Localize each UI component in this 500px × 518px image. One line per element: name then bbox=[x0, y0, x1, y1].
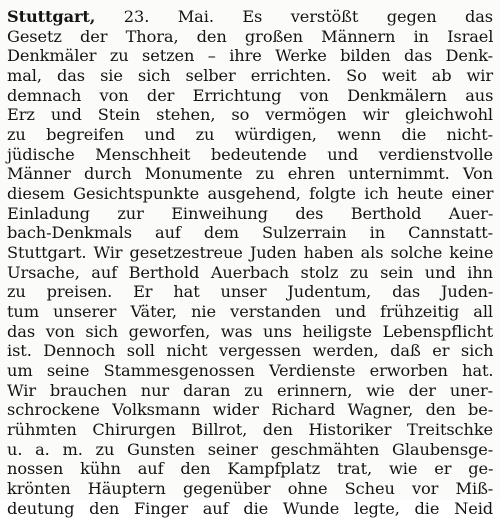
article-line-13: Stuttgart. Wir gesetzestreue Juden haben als solche keine bbox=[7, 243, 494, 263]
article-line-20: Wir brauchen nur daran zu erinnern, wie der uner- bbox=[7, 380, 493, 400]
article-line-6: Erz und Stein stehen, so vermögen wir gleichwohl bbox=[7, 105, 494, 125]
article-line-24: nossen kühn auf den Kampfplatz trat, wie er ge- bbox=[7, 459, 494, 479]
article-line-23: u. a. m. zu Gunsten seiner geschmähten Glaubensge- bbox=[7, 439, 494, 459]
article-line-22: rühmten Chirurgen Billrot, den Historiker Treitschke bbox=[7, 420, 494, 440]
article-line-1 bbox=[7, 7, 493, 27]
article-line-9: Männer durch Monumente zu ehren unternimmt. Von bbox=[7, 164, 493, 184]
article-body bbox=[7, 7, 493, 518]
article-line-11: Einladung zur Einweihung des Berthold Auer- bbox=[7, 203, 494, 223]
article-line-21: schrockene Volksmann wider Richard Wagner, den be- bbox=[7, 400, 494, 420]
article-line-19: um seine Stammesgenossen Verdienste erworben hat. bbox=[7, 361, 494, 381]
article-line-7: zu begreifen und zu würdigen, wenn die nicht- bbox=[7, 125, 494, 145]
article-line-4: mal, das sie sich selber errichten. So weit ab wir bbox=[7, 66, 493, 86]
article-line-2: Gesetz der Thora, den großen Männern in Israel bbox=[7, 26, 494, 46]
article-line-17: das von sich geworfen, was uns heiligste Lebenspflicht bbox=[7, 321, 493, 341]
article-line-18: ist. Dennoch soll nicht vergessen werden, daß er sich bbox=[7, 341, 494, 361]
dateline-place: Stuttgart, bbox=[7, 7, 96, 26]
article-line-26: deutung den Finger auf die Wunde legte, die Neid bbox=[7, 498, 494, 518]
article-line-25: krönten Häuptern gegenüber ohne Scheu vor Miß- bbox=[7, 479, 494, 499]
article-line-8: jüdische Menschheit bedeutende und verdienstvolle bbox=[7, 144, 493, 164]
article-line-12: bach-Denkmals auf dem Sulzerrain in Cannstatt- bbox=[7, 223, 493, 243]
article-line-14: Ursache, auf Berthold Auerbach stolz zu sein und ihn bbox=[7, 262, 493, 282]
article-line-5: demnach von der Errichtung von Denkmälern aus bbox=[7, 85, 494, 105]
dateline-rest: 23. Mai. Es verstößt gegen das bbox=[95, 7, 493, 26]
article-line-3: Denkmäler zu setzen – ihre Werke bilden das Denk- bbox=[7, 46, 493, 66]
article-line-15: zu preisen. Er hat unser Judentum, das Juden- bbox=[7, 282, 494, 302]
article-line-10: diesem Gesichtspunkte ausgehend, folgte ich heute einer bbox=[7, 184, 494, 204]
article-line-16: tum unserer Väter, nie verstanden und frühzeitig all bbox=[7, 302, 493, 322]
